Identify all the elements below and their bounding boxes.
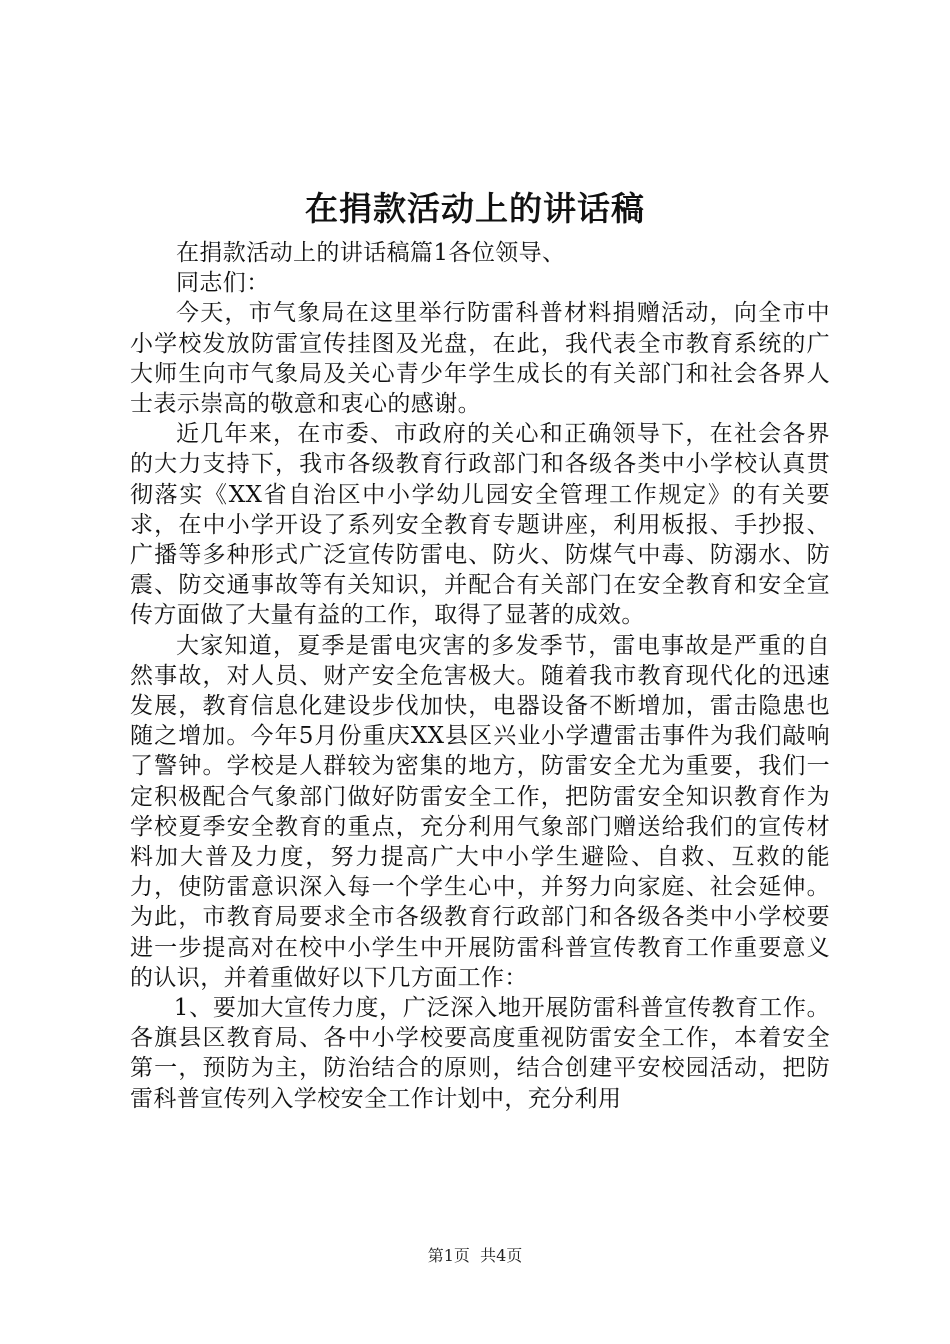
document-body [130, 238, 830, 1114]
paragraph-lightning-safety: 大家知道，夏季是雷电灾害的多发季节，雷电事故是严重的自然事故，对人员、财产安全危害极大。随着我市教育现代化的迅速发展，教育信息化建设步伐加快，电器设备不断增加，雷击隐患也随之增加。今年5月份重庆XX县区兴业小学遭雷击事件为我们敲响了警钟。学校是人群较为密集的地方，防雷安全尤为重要，我们一定积极配合气象部门做好防雷安全工作，把防雷安全知识教育作为学校夏季安全教育的重点，充分利用气象部门赠送给我们的宣传材料加大普及力度，努力提高广大中小学生避险、自救、互救的能力，使防雷意识深入每一个学生心中，并努力向家庭、社会延伸。为此，市教育局要求全市各级教育行政部门和各级各类中小学校要进一步提高对在校中小学生中开展防雷科普宣传教育工作重要意义的认识，并着重做好以下几方面工作： [130, 632, 830, 991]
document-title: 在捐款活动上的讲话稿 [305, 189, 645, 228]
paragraph-achievements: 近几年来，在市委、市政府的关心和正确领导下，在社会各界的大力支持下，我市各级教育行政部门和各级各类中小学校认真贯彻落实《XX省自治区中小学幼儿园安全管理工作规定》的有关要求，在中小学开设了系列安全教育专题讲座，利用板报、手抄报、广播等多种形式广泛宣传防雷电、防火、防煤气中毒、防溺水、防震、防交通事故等有关知识，并配合有关部门在安全教育和安全宣传方面做了大量有益的工作，取得了显著的成效。 [130, 421, 830, 629]
opening-line: 在捐款活动上的讲话稿篇1各位领导、 [176, 240, 566, 266]
paragraph-item-1: 1、要加大宣传力度，广泛深入地开展防雷科普宣传教育工作。各旗县区教育局、各中小学校要高度重视防雷安全工作，本着安全第一，预防为主，防治结合的原则，结合创建平安校园活动，把防雷科普宣传列入学校安全工作计划中，充分利用 [130, 995, 830, 1112]
paragraph-gratitude: 今天，市气象局在这里举行防雷科普材料捐赠活动，向全市中小学校发放防雷宣传挂图及光盘，在此，我代表全市教育系统的广大师生向市气象局及关心青少年学生成长的有关部门和社会各界人士表示崇高的敬意和衷心的感谢。 [130, 300, 830, 418]
salutation: 同志们： [176, 270, 270, 297]
page-footer [0, 1245, 950, 1267]
page-total: 共4页 [480, 1246, 523, 1265]
page-number: 第1页 [427, 1246, 470, 1265]
